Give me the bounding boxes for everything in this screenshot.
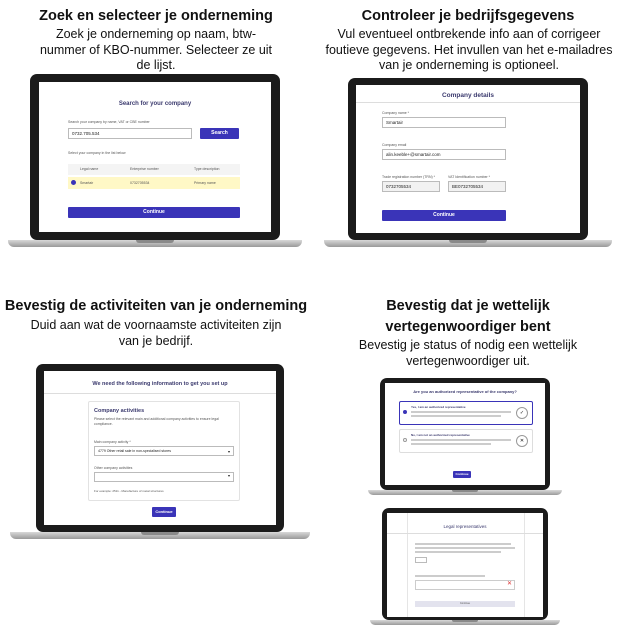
main-activity-label: Main company activity * xyxy=(94,440,131,444)
step-description: Bevestig je status of nodig een wettelijk vertegenwoordiger uit. xyxy=(358,338,578,368)
screen xyxy=(387,513,543,617)
delete-icon[interactable]: ✕ xyxy=(506,581,512,587)
radio-unselected-icon[interactable] xyxy=(403,438,407,442)
continue-button[interactable]: Continue xyxy=(68,207,240,218)
continue-button[interactable]: Continue xyxy=(382,210,506,221)
user-check-icon: ✓ xyxy=(516,407,528,419)
radio-selected-icon[interactable] xyxy=(71,180,76,185)
step-heading: Bevestig dat je wettelijk vertegenwoordiger bent xyxy=(385,298,551,335)
other-activities-select[interactable] xyxy=(94,472,234,482)
step-heading: Zoek en selecteer je onderneming xyxy=(39,8,273,24)
other-activities-label: Other company activities xyxy=(94,466,133,470)
trn-label: Trade registration number (TRN) * xyxy=(382,175,435,179)
screen xyxy=(44,371,276,525)
footnote: For example: 2511 - Manufacture of metal structures xyxy=(94,489,164,493)
screen-title: Company details xyxy=(441,92,494,99)
company-email-label: Company email xyxy=(382,143,407,147)
screen xyxy=(385,383,545,485)
representative-field[interactable] xyxy=(415,580,515,590)
radio-selected-icon[interactable] xyxy=(403,410,407,414)
vat-label: VAT Identification number * xyxy=(448,175,491,179)
option-label: No, I am not an authorized representative xyxy=(411,433,470,437)
search-input[interactable]: 0732.705.534 xyxy=(68,128,192,139)
company-name-field[interactable]: Smartair xyxy=(382,117,506,128)
section-description: Please select the relevant main and additional company activities to ensure legal compliance. xyxy=(94,417,219,426)
add-representative-chip[interactable] xyxy=(415,557,427,563)
step-company-activities xyxy=(0,292,312,612)
main-activity-value: 4779 Other retail sale in non-specialised stores xyxy=(98,449,171,453)
column-header: Legal name xyxy=(80,167,99,171)
select-label: Select your company in the list below xyxy=(68,151,126,155)
search-button[interactable]: Search xyxy=(200,128,239,139)
trn-field[interactable]: 0732705534 xyxy=(382,181,440,192)
vat-field[interactable]: BE0732705534 xyxy=(448,181,506,192)
option-label: Yes, I am an authorized representative xyxy=(411,405,466,409)
legal-name-cell: Smartair xyxy=(80,181,94,185)
activities-card xyxy=(88,401,240,501)
column-header: Enterprise number xyxy=(130,167,159,171)
step-search-company xyxy=(0,0,312,320)
step-heading: Bevestig de activiteiten van je onderneming xyxy=(4,298,308,314)
screen xyxy=(356,85,580,233)
table-header xyxy=(68,164,240,175)
chevron-down-icon: ▾ xyxy=(227,473,230,478)
screen-title: Search for your company xyxy=(118,101,192,107)
continue-button[interactable]: Continue xyxy=(453,471,471,478)
column-header: Type description xyxy=(194,167,220,171)
continue-button[interactable]: Continue xyxy=(152,507,176,517)
type-cell: Primary name xyxy=(194,181,216,185)
step-description: Duid aan wat de voornaamste activiteiten zijn van je bedrijf. xyxy=(30,318,282,348)
search-label: Search your company by name, VAT or CBE number xyxy=(68,120,150,124)
enterprise-number-cell: 0732705534 xyxy=(130,181,150,185)
chevron-down-icon: ▾ xyxy=(227,449,230,454)
option-not-authorized[interactable] xyxy=(399,429,533,453)
screen-title: Are you an authorized representative of the company? xyxy=(413,389,517,394)
main-activity-select[interactable] xyxy=(94,446,234,456)
company-name-label: Company name * xyxy=(382,111,410,115)
table-row[interactable] xyxy=(68,177,240,189)
step-company-details xyxy=(312,0,624,320)
screen-title: We need the following information to get you set up xyxy=(92,381,228,387)
step-legal-representative xyxy=(312,292,624,612)
step-description: Vul eventueel ontbrekende info aan of corrigeer foutieve gegevens. Het invullen van het e-mailadres van je onderneming is optioneel. xyxy=(325,27,613,72)
option-authorized[interactable] xyxy=(399,401,533,425)
step-heading: Controleer je bedrijfsgegevens xyxy=(361,8,575,24)
screen-title: Legal representatives xyxy=(443,524,487,529)
company-email-field[interactable]: alin.keeble+@smartair.com xyxy=(382,149,506,160)
section-title: Company activities xyxy=(94,408,145,414)
screen xyxy=(39,82,271,232)
continue-button[interactable]: Continue xyxy=(415,601,515,607)
step-description: Zoek je onderneming op naam, btw-nummer of KBO-nummer. Selecteer ze uit de lijst. xyxy=(39,27,273,72)
user-x-icon: ✕ xyxy=(516,435,528,447)
